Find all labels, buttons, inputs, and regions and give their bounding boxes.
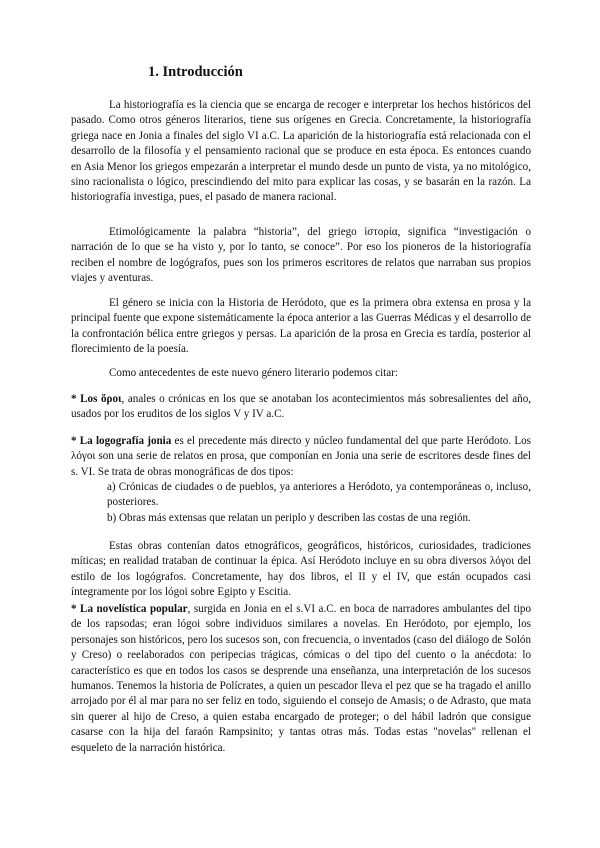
text-logografia: es el precedente más directo y núcleo fundamental del que parte Heródoto. Los λόγοι son una serie de relatos en prosa, que componían en Jonia una serie de escritores desde fines del s. VI. Se trata de obras monográficas de dos tipos:: [71, 435, 531, 478]
paragraph-historiografia: La historiografía es la ciencia que se encarga de recoger e interpretar los hechos históricos del pasado. Como otros géneros literarios, tiene sus orígenes en Grecia. Concretamente, la historiografía griega nace en Jonia a finales del siglo VI a.C. La aparición de la historiografía está relacionada con el desarrollo de la filosofía y el pensamiento racional que se produce en esta época. Es entonces cuando en Asia Menor los griegos empezarán a interpretar el mundo desde un punto de vista, ya no mitológico, sino racionalista o lógico, prescindiendo del mito para explicar las cosas, y se basarán en la razón. La historiografía investiga, pues, el pasado de manera racional.: [71, 99, 531, 204]
paragraph-obras: Estas obras contenían datos etnográficos, geográficos, históricos, curiosidades, tradiciones míticas; en realidad trataban de continuar la épica. Así Heródoto incluye en su obra diversos λόγοι del estilo de los logógrafos. Concretamente, hay dos libros, el II y el IV, que están ocupados casi íntegramente por los lógoi sobre Egipto y Escitia.: [71, 540, 531, 599]
list-item-novelistica: [71, 602, 531, 756]
paragraph-herodoto: El género se inicia con la Historia de Heródoto, que es la primera obra extensa en prosa y la principal fuente que expone sistemáticamente la época anterior a las Guerras Médicas y el desarrollo de la confrontación bélica entre griegos y persas. La aparición de la prosa en Grecia es tardía, posterior al florecimiento de la poesía.: [71, 297, 531, 356]
text-novelistica: , surgida en Jonia en el s.VI a.C. en boca de narradores ambulantes del tipo de los rapsodas; eran lógoi sobre individuos similares a novelas. En Heródoto, por ejemplo, los personajes son históricos, pero los sucesos son, con frecuencia, o inventados (caso del diálogo de Solón y Creso) o reelaborados con peripecias trágicas, cómicas o del tipo del cuento o la anécdota: lo característico es que en todos los casos se desprende una enseñanza, una interpretación de los sucesos humanos. Tenemos la historia de Polícrates, a quien un pescador lleva el pez que se ha tragado el anillo arrojado por él al mar para no ser feliz en todo, siguiendo el consejo de Amasis; o de Adrasto, que mata sin querer al hijo de Creso, a quien estaba encargado de proteger; o del hábil ladrón que consigue casarse con la hija del faraón Rampsinito; y tantas otras más. Todas estas "novelas" rellenan el esqueleto de la narración histórica.: [71, 603, 532, 754]
text-horoi: , anales o crónicas en los que se anotaban los acontecimientos más sobresalientes del año, usados por los eruditos de los siglos V y IV a.C.: [71, 393, 532, 421]
sublist-item-b: b) Obras más extensas que relatan un periplo y describen las costas de una región.: [107, 512, 471, 524]
term-horoi: * Los ὅροι: [71, 393, 122, 405]
term-logografia: * La logografía jonia: [71, 435, 172, 447]
paragraph-etimologia: Etimológicamente la palabra “historia”, del griego ἱστορία, significa “investigación o narración de lo que se ha visto y, por lo tanto, se conoce”. Por eso los pioneros de la historiografía reciben el nombre de logógrafos, pues son los primeros escritores de relatos que narraban sus propios viajes y aventuras.: [71, 226, 531, 285]
list-item-logografia: [71, 434, 531, 480]
paragraph-antecedentes: Como antecedentes de este nuevo género literario podemos citar:: [109, 367, 398, 379]
sublist-item-a: a) Crónicas de ciudades o de pueblos, ya anteriores a Heródoto, ya contemporáneas o, incluso, posteriores.: [107, 481, 531, 509]
term-novelistica: * La novelística popular: [71, 603, 188, 615]
section-heading: 1. Introducción: [148, 64, 243, 80]
list-item-horoi: [71, 392, 531, 423]
